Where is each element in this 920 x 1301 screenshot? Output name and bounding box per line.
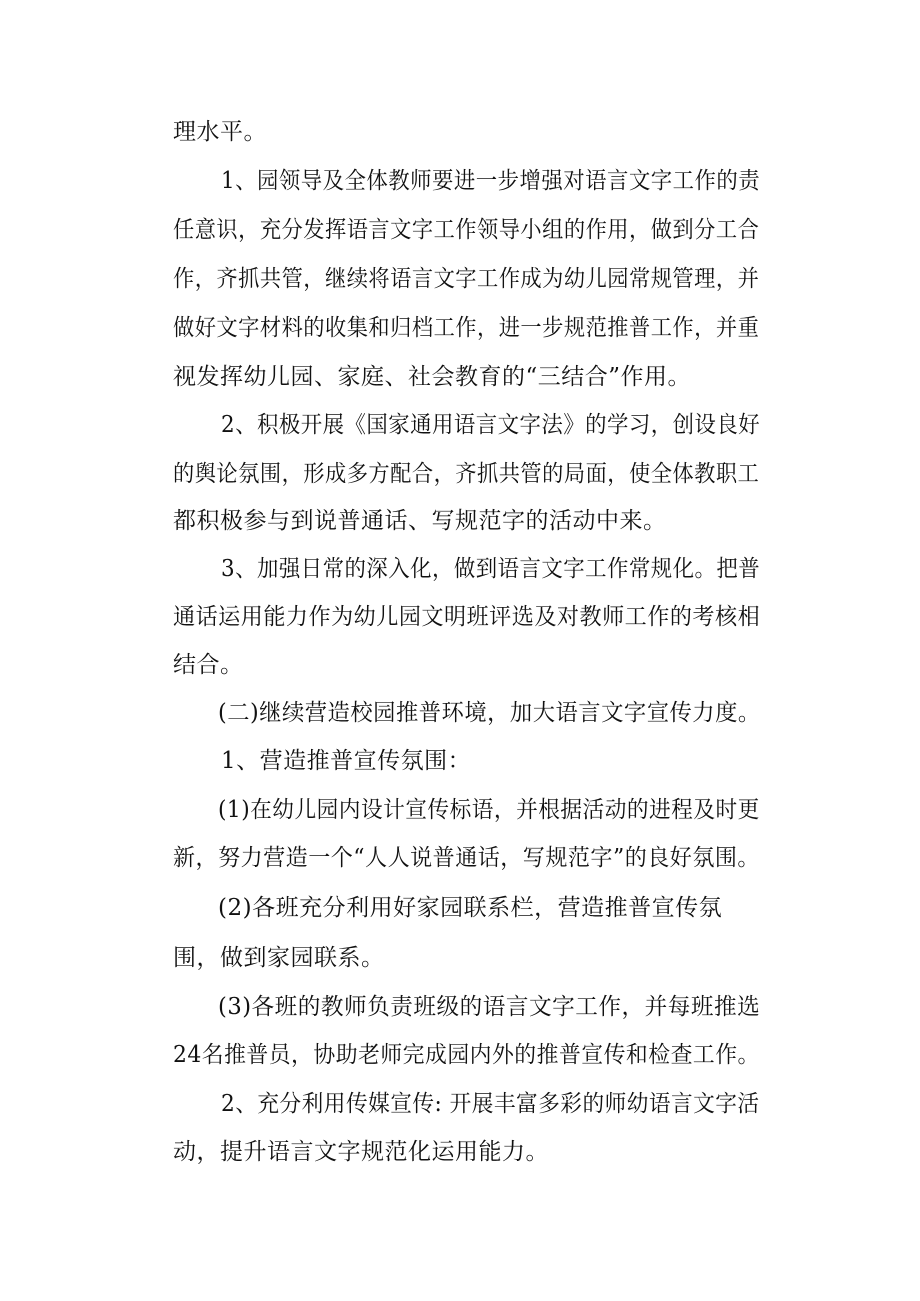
text-line: 理水平。 — [173, 119, 267, 145]
text-line: 做好文字材料的收集和归档工作，进一步规范推普工作，并重 — [173, 315, 760, 341]
text-line: 1、营造推普宣传氛围： — [221, 748, 472, 774]
text-line: 动，提升语言文字规范化运用能力。 — [173, 1139, 549, 1165]
text-line: 作，齐抓共管，继续将语言文字工作成为幼儿园常规管理，并 — [173, 266, 760, 292]
text-line: 任意识，充分发挥语言文字工作领导小组的作用，做到分工合 — [173, 217, 760, 243]
text-line: 新，努力营造一个“人人说普通话，写规范字”的良好氛围。 — [173, 845, 760, 871]
text-line: 3、加强日常的深入化，做到语言文字工作常规化。把普 — [221, 556, 761, 582]
text-line: 通话运用能力作为幼儿园文明班评选及对教师工作的考核相 — [173, 604, 761, 630]
text-line: (3)各班的教师负责班级的语言文字工作，并每班推选 — [218, 994, 761, 1020]
text-line: 1、园领导及全体教师要进一步增强对语言文字工作的责 — [221, 168, 761, 194]
text-line: 视发挥幼儿园、家庭、社会教育的“三结合”作用。 — [173, 364, 692, 390]
text-line: (2)各班充分利用好家园联系栏，营造推普宣传氛 — [218, 895, 723, 921]
text-line: 围，做到家园联系。 — [173, 945, 385, 971]
section-heading: (二)继续营造校园推普环境，加大语言文字宣传力度。 — [218, 700, 761, 726]
text-line: 2、积极开展《国家通用语言文字法》的学习，创设良好 — [221, 412, 761, 438]
text-line: 的舆论氛围，形成多方配合，齐抓共管的局面，使全体教职工 — [173, 461, 760, 487]
text-line: 结合。 — [173, 652, 244, 678]
text-line: 24名推普员，协助老师完成园内外的推普宣传和检查工作。 — [173, 1042, 760, 1068]
text-line: 都积极参与到说普通话、写规范字的活动中来。 — [173, 508, 667, 534]
text-line: (1)在幼儿园内设计宣传标语，并根据活动的进程及时更 — [218, 797, 760, 823]
text-line: 2、充分利用传媒宣传: 开展丰富多彩的师幼语言文字活 — [221, 1091, 760, 1117]
